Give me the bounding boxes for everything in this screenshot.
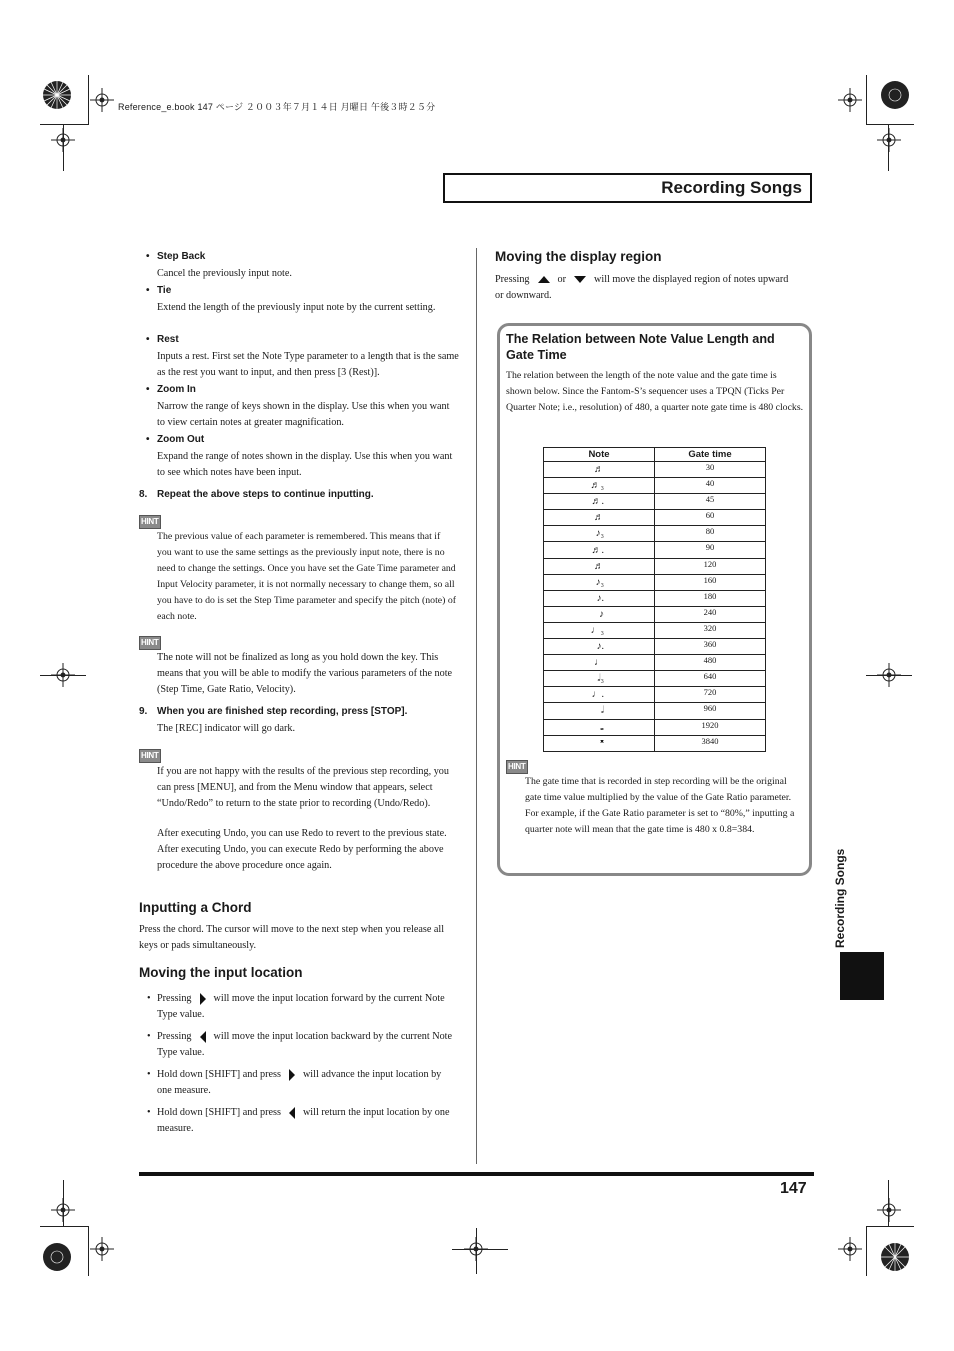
crosshair-icon: [838, 1237, 862, 1261]
registration-sunburst-icon: [880, 80, 910, 110]
bullet-zoom-in-text: Narrow the range of keys shown in the display. Use this when you want to view certain notes at greater magnification.: [157, 401, 450, 428]
crosshair-icon: [51, 1198, 75, 1222]
registration-sunburst-icon: [42, 1242, 72, 1272]
right-triangle-icon: [289, 1069, 295, 1081]
note-symbol: ♪.: [544, 590, 655, 606]
gate-time-value: 180: [655, 590, 766, 606]
note-symbol: ♪.: [544, 639, 655, 655]
bullet-rest: • Rest: [146, 334, 179, 345]
bullet-zoom-out-text: Expand the range of notes shown in the display. Use this when you want to see which notes have been input.: [157, 451, 453, 478]
gate-time-value: 480: [655, 655, 766, 671]
bullet-zoom-in: • Zoom In: [146, 384, 196, 395]
crosshair-icon: [90, 88, 114, 112]
display-text: Pressing or will move the displayed region of notes upward or downward.: [495, 274, 789, 301]
step-9: 9. When you are finished step recording, press [STOP].: [139, 706, 408, 717]
gate-time-value: 320: [655, 622, 766, 638]
table-row: [544, 671, 766, 687]
section-title: Recording Songs: [661, 178, 802, 197]
move-item-backward: • Pressing will move the input location backward by the current Note Type value.: [147, 1031, 453, 1058]
gate-time-value: 60: [655, 510, 766, 526]
crosshair-icon: [51, 663, 75, 687]
gate-time-value: 240: [655, 606, 766, 622]
table-row: [544, 558, 766, 574]
gate-time-value: 720: [655, 687, 766, 703]
table-row: [544, 655, 766, 671]
gate-time-value: 90: [655, 542, 766, 558]
move-item-forward: • Pressing will move the input location forward by the current Note Type value.: [147, 993, 445, 1020]
move-item-advance-measure: • Hold down [SHIFT] and press will advance the input location by one measure.: [147, 1069, 442, 1096]
crosshair-icon: [877, 1198, 901, 1222]
bullet-step-back: • Step Back: [146, 251, 206, 262]
bullet-step-back-text: Cancel the previously input note.: [157, 268, 292, 279]
note-symbol: ♩.: [544, 687, 655, 703]
box-hint-text: The gate time that is recorded in step recording will be the original gate time value multiplied by the value of the Gate Ratio parameter. For example, if the Gate Ratio parameter is set to “80%,” inputting a quarter note will mean that the gate time is 480 x 0.8=384.: [525, 776, 795, 835]
table-row: [544, 703, 766, 719]
note-symbol: ♬: [544, 462, 655, 478]
gate-time-value: 45: [655, 494, 766, 510]
table-row: [544, 542, 766, 558]
gate-time-value: 120: [655, 558, 766, 574]
note-symbol: ♩₃: [544, 622, 655, 638]
gate-time-value: 30: [655, 462, 766, 478]
note-symbol: ♬.: [544, 494, 655, 510]
note-symbol: ♬₃: [544, 478, 655, 494]
table-row: [544, 478, 766, 494]
gate-time-value: 960: [655, 703, 766, 719]
table-header-gate-time: Gate time: [655, 448, 766, 462]
move-heading: Moving the input location: [139, 965, 303, 980]
note-symbol: 𝅝: [544, 719, 655, 735]
table-row: [544, 687, 766, 703]
box-title: The Relation between Note Value Length and Gate Time: [506, 332, 775, 362]
down-triangle-icon: [574, 276, 586, 283]
hint-icon: HINT: [139, 515, 161, 529]
table-row: [544, 719, 766, 735]
right-triangle-icon: [200, 993, 206, 1005]
crosshair-icon: [51, 128, 75, 152]
hint-icon: HINT: [139, 749, 161, 763]
table-header-row: [544, 448, 766, 462]
gate-time-value: 40: [655, 478, 766, 494]
note-symbol: ♬.: [544, 542, 655, 558]
move-item-return-measure: • Hold down [SHIFT] and press will return the input location by one measure.: [147, 1107, 450, 1134]
chord-heading: Inputting a Chord: [139, 900, 252, 915]
note-symbol: ♪₃: [544, 526, 655, 542]
gate-time-value: 1920: [655, 719, 766, 735]
table-row: [544, 622, 766, 638]
left-triangle-icon: [289, 1107, 295, 1119]
page-number: 147: [780, 1180, 807, 1197]
section-title-box: [443, 173, 812, 203]
hint-3b-text: After executing Undo, you can use Redo to revert to the previous state. After executing Undo, you can execute Redo by performing the above procedure the above procedure once again.: [157, 828, 447, 871]
bottom-rule: [139, 1172, 814, 1176]
gate-time-table: [543, 447, 766, 752]
table-row: [544, 590, 766, 606]
table-row: [544, 639, 766, 655]
box-text: The relation between the length of the note value and the gate time is shown below. Since the Fantom-S’s sequencer uses a TPQN (Ticks Per Quarter Note; i.e., resolution) of 480, a quarter note gate time is 480 clocks.: [506, 370, 804, 413]
hint-icon: HINT: [139, 636, 161, 650]
note-symbol: ♪: [544, 606, 655, 622]
table-header-note: Note: [544, 448, 655, 462]
crosshair-icon: [877, 128, 901, 152]
table-row: [544, 510, 766, 526]
table-row: [544, 574, 766, 590]
gate-time-value: 160: [655, 574, 766, 590]
bullet-tie-text: Extend the length of the previously input note by the current setting.: [157, 302, 436, 313]
table-row: [544, 606, 766, 622]
step-9-sub: The [REC] indicator will go dark.: [157, 723, 296, 734]
gate-time-value: 80: [655, 526, 766, 542]
table-row: [544, 462, 766, 478]
hint-2-text: The note will not be finalized as long as you hold down the key. This means that you will be able to modify the various parameters of the note (Step Time, Gate Ratio, Velocity).: [157, 652, 453, 695]
crosshair-icon: [877, 663, 901, 687]
table-row: [544, 494, 766, 510]
hint-1-text: The previous value of each parameter is remembered. This means that if you want to use the same settings as the previously input note, there is no need to change the settings. Once you have set the Gate Time parameter and Input Velocity parameter, it is not normally necessary to change them, so all you have to do is set the Step Time parameter and specify the pitch (note) of each note.: [157, 531, 457, 622]
bullet-rest-text: Inputs a rest. First set the Note Type parameter to a length that is the same as the rest you want to input, and then press [3 (Rest)].: [157, 351, 459, 378]
bullet-tie: • Tie: [146, 285, 172, 296]
note-symbol: 𝅗𝅥: [544, 703, 655, 719]
gate-time-value: 640: [655, 671, 766, 687]
side-tab-marker: [840, 952, 884, 1000]
crosshair-icon: [464, 1237, 488, 1261]
note-symbol: 𝄺: [544, 735, 655, 751]
step-8: 8. Repeat the above steps to continue inputting.: [139, 489, 374, 500]
note-symbol: 𝅗𝅥₃: [544, 671, 655, 687]
column-divider: [476, 248, 477, 1164]
table-row: [544, 526, 766, 542]
crosshair-icon: [838, 88, 862, 112]
table-row: [544, 735, 766, 751]
note-symbol: ♬: [544, 510, 655, 526]
up-triangle-icon: [538, 276, 550, 283]
file-info-header: Reference_e.book 147 ページ ２００３年７月１４日 月曜日 午後３時２５分: [118, 102, 436, 112]
gate-time-value: 3840: [655, 735, 766, 751]
note-symbol: ♩: [544, 655, 655, 671]
chord-text: Press the chord. The cursor will move to the next step when you release all keys or pads simultaneously.: [139, 924, 445, 951]
hint-3a-text: If you are not happy with the results of the previous step recording, you can press [MENU], and from the Menu window that appears, select “Undo/Redo” to return to the state prior to recording (Undo/Redo).: [157, 766, 449, 809]
left-triangle-icon: [200, 1031, 206, 1043]
registration-sunburst-icon: [42, 80, 72, 110]
note-symbol: ♬: [544, 558, 655, 574]
bullet-zoom-out: • Zoom Out: [146, 434, 205, 445]
registration-sunburst-icon: [880, 1242, 910, 1272]
hint-icon: HINT: [506, 760, 528, 774]
note-symbol: ♪₃: [544, 574, 655, 590]
crosshair-icon: [90, 1237, 114, 1261]
display-heading: Moving the display region: [495, 249, 662, 264]
gate-time-value: 360: [655, 639, 766, 655]
